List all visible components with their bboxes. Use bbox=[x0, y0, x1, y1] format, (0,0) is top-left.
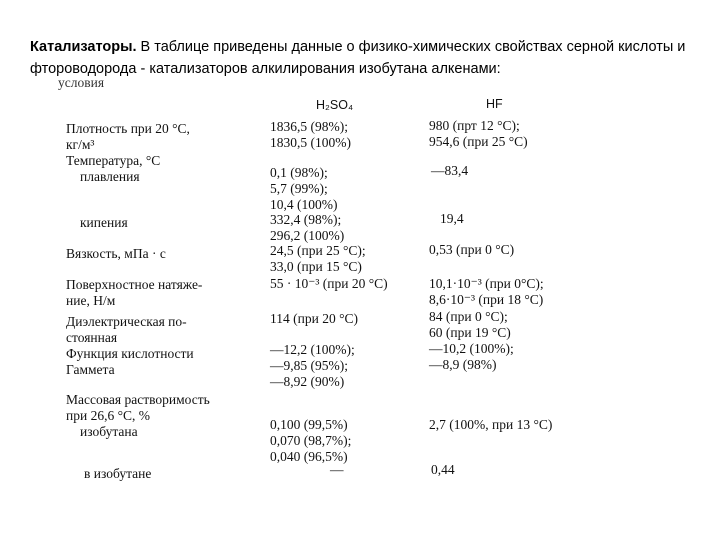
cell-boil-hf: 19,4 bbox=[440, 211, 464, 226]
intro-bold-label: Катализаторы. bbox=[30, 39, 137, 55]
cell-melt-h2so4-2: 5,7 (99%); bbox=[270, 181, 328, 196]
cell-density-h2so4-2: 1830,5 (100%) bbox=[270, 135, 351, 150]
cell-melt-h2so4-1: 0,1 (98%); bbox=[270, 165, 328, 180]
label-viscosity: Вязкость, мПа · с bbox=[66, 246, 166, 261]
cell-acid-h2so4-3: —8,92 (90%) bbox=[270, 374, 345, 389]
cell-visc-h2so4-1: 24,5 (при 25 °С); bbox=[270, 243, 366, 258]
cell-sol-h2so4-dash: — bbox=[330, 462, 344, 477]
cell-density-hf-1: 980 (прт 12 °С); bbox=[429, 118, 520, 133]
cell-surf-hf-2: 8,6·10⁻³ (при 18 °С) bbox=[429, 292, 544, 307]
cell-boil-h2so4-1: 332,4 (98%); bbox=[270, 212, 342, 227]
cell-acid-h2so4-2: —9,85 (95%); bbox=[270, 358, 348, 373]
cell-density-h2so4-1: 1836,5 (98%); bbox=[270, 119, 348, 134]
cell-diel-hf-1: 84 (при 0 °С); bbox=[429, 309, 508, 324]
label-solubility-temp: при 26,6 °С, % bbox=[66, 408, 150, 423]
cell-acid-h2so4-1: —12,2 (100%); bbox=[270, 342, 355, 357]
cell-diel-hf-2: 60 (при 19 °С) bbox=[429, 325, 511, 340]
cell-diel-h2so4: 114 (при 20 °С) bbox=[270, 311, 358, 326]
cell-sol-hf: 2,7 (100%, при 13 °С) bbox=[429, 417, 553, 432]
header-hf: HF bbox=[486, 97, 503, 111]
intro-text: В таблице приведены данные о физико-химических свойствах серной кислоты и фтороводорода - катализаторов алкилирования изобутана алкенами: bbox=[30, 39, 686, 77]
cell-sol-h2so4-3: 0,040 (96,5%) bbox=[270, 449, 348, 464]
cell-melt-h2so4-3: 10,4 (100%) bbox=[270, 197, 338, 212]
cell-acid-hf-2: —8,9 (98%) bbox=[429, 357, 497, 372]
cell-visc-hf: 0,53 (при 0 °С) bbox=[429, 242, 515, 257]
label-density: Плотность при 20 °С, bbox=[66, 121, 190, 136]
cell-sol-hf-2: 0,44 bbox=[431, 462, 455, 477]
cropped-text-fragment: условия bbox=[58, 75, 105, 90]
label-acidity: Функция кислотности bbox=[66, 346, 194, 361]
label-solubility: Массовая растворимость bbox=[66, 392, 210, 407]
cell-acid-hf-1: —10,2 (100%); bbox=[429, 341, 514, 356]
label-temperature: Температура, °С bbox=[66, 153, 161, 168]
label-surface-tension-unit: ние, Н/м bbox=[66, 293, 116, 308]
cell-sol-h2so4-1: 0,100 (99,5%) bbox=[270, 417, 348, 432]
cell-boil-h2so4-2: 296,2 (100%) bbox=[270, 228, 345, 243]
cell-surf-hf-1: 10,1·10⁻³ (при 0°С); bbox=[429, 276, 544, 291]
cell-sol-h2so4-2: 0,070 (98,7%); bbox=[270, 433, 352, 448]
header-h2so4: H₂SO₄ bbox=[316, 98, 354, 112]
cell-melt-hf: —83,4 bbox=[431, 163, 469, 178]
label-dielectric-2: стоянная bbox=[66, 330, 118, 345]
cell-density-hf-2: 954,6 (при 25 °С) bbox=[429, 134, 528, 149]
label-density-unit: кг/м³ bbox=[66, 137, 95, 152]
label-melting: плавления bbox=[80, 169, 140, 184]
label-boiling: кипения bbox=[80, 215, 128, 230]
cell-visc-h2so4-2: 33,0 (при 15 °С) bbox=[270, 259, 362, 274]
label-in-isobutane: в изобутане bbox=[84, 466, 152, 481]
label-isobutane: изобутана bbox=[80, 424, 138, 439]
cell-surf-h2so4: 55 · 10⁻³ (при 20 °С) bbox=[270, 276, 388, 291]
label-dielectric: Диэлектрическая по- bbox=[66, 314, 187, 329]
label-surface-tension: Поверхностное натяже- bbox=[66, 277, 203, 292]
label-acidity-2: Гаммета bbox=[66, 362, 115, 377]
